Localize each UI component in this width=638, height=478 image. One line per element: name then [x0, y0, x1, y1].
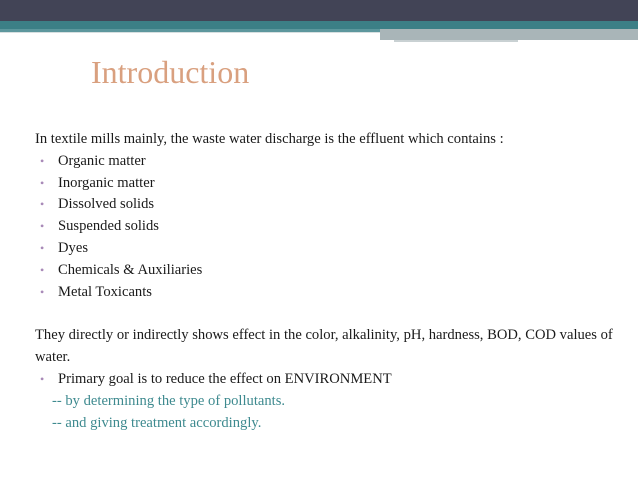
goal-item: • Primary goal is to reduce the effect on ENVIRONMENT [35, 369, 625, 391]
list-item: • Metal Toxicants [35, 282, 625, 304]
list-item: • Dyes [35, 238, 625, 260]
slide-title: Introduction [91, 54, 250, 90]
bullet-icon: • [40, 153, 45, 168]
effluent-list [35, 151, 625, 304]
bullet-icon: • [40, 197, 45, 212]
header-band-light-line [0, 32, 380, 33]
intro-paragraph: In textile mills mainly, the waste water discharge is the effluent which contains : [35, 131, 504, 147]
header-band-gray-block [380, 29, 638, 40]
bullet-icon: • [40, 284, 45, 299]
goal-list [35, 369, 625, 391]
header-band-gray-line [394, 40, 518, 42]
bullet-icon: • [40, 371, 45, 386]
list-item: • Chemicals & Auxiliaries [35, 260, 625, 282]
header-band-teal [0, 21, 638, 29]
sub-line-pollutants: -- by determining the type of pollutants. [52, 392, 286, 409]
list-item: • Inorganic matter [35, 173, 625, 195]
header-band-dark [0, 0, 638, 21]
bullet-icon: • [40, 175, 45, 190]
list-item: • Dissolved solids [35, 194, 625, 216]
list-item: • Organic matter [35, 151, 625, 173]
bullet-icon: • [40, 262, 45, 277]
spacer [35, 303, 625, 325]
bullet-icon: • [40, 240, 45, 255]
bullet-icon: • [40, 219, 45, 234]
slide-body [35, 129, 625, 434]
list-item: • Suspended solids [35, 216, 625, 238]
sub-line-treatment: -- and giving treatment accordingly. [52, 414, 262, 431]
effect-paragraph: They directly or indirectly shows effect in the color, alkalinity, pH, hardness, BOD, COD values of water. [35, 327, 613, 366]
